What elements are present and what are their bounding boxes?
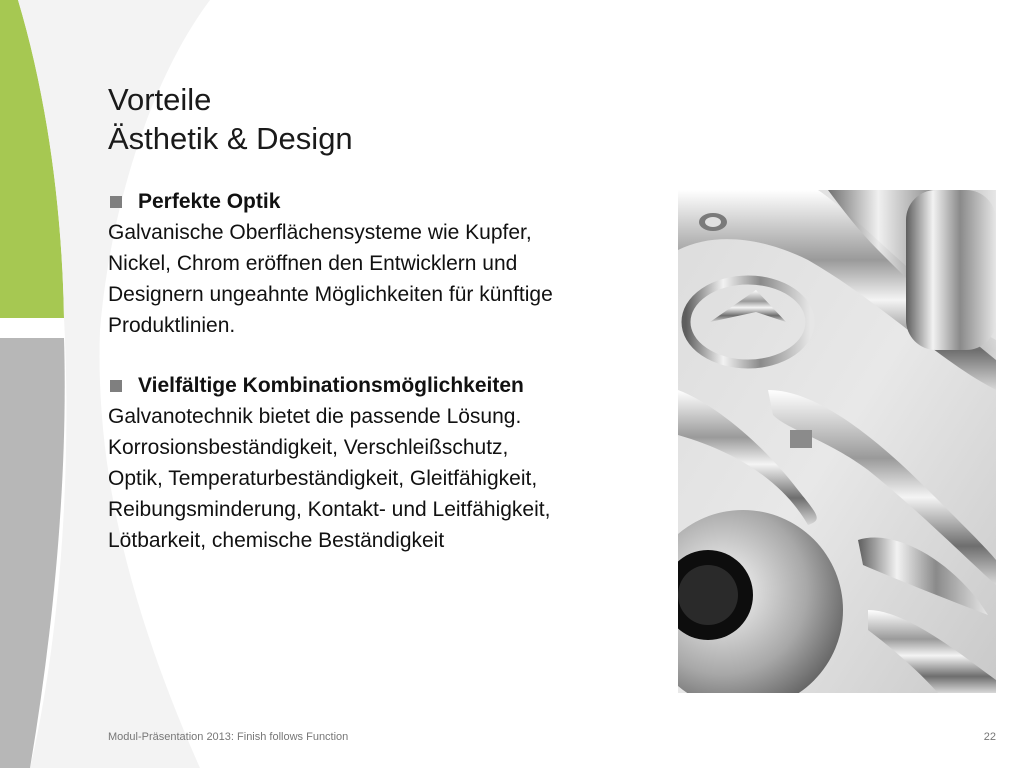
section-heading xyxy=(108,371,668,401)
slide-title xyxy=(108,80,353,158)
square-bullet-icon xyxy=(110,380,122,392)
section-heading xyxy=(108,187,668,217)
body-line: Designern ungeahnte Möglichkeiten für künftige xyxy=(108,283,553,306)
body-line: Optik, Temperaturbeständigkeit, Gleitfähigkeit, xyxy=(108,467,538,490)
section-body xyxy=(108,217,668,341)
title-line-1: Vorteile xyxy=(108,82,212,117)
section-perfekte-optik xyxy=(108,187,668,341)
section-heading-text: Vielfältige Kombinationsmöglichkeiten xyxy=(138,374,524,397)
slide-content xyxy=(108,187,668,586)
section-heading-text: Perfekte Optik xyxy=(138,190,281,213)
square-bullet-icon xyxy=(110,196,122,208)
body-line: Galvanotechnik bietet die passende Lösung. xyxy=(108,405,522,428)
body-line: Galvanische Oberflächensysteme wie Kupfer, xyxy=(108,221,532,244)
body-line: Produktlinien. xyxy=(108,314,236,337)
page-number: 22 xyxy=(983,731,996,743)
body-line: Nickel, Chrom eröffnen den Entwicklern und xyxy=(108,252,518,275)
title-line-2: Ästhetik & Design xyxy=(108,121,353,156)
body-line: Lötbarkeit, chemische Beständigkeit xyxy=(108,529,445,552)
body-line: Reibungsminderung, Kontakt- und Leitfähigkeit, xyxy=(108,498,551,521)
chrome-parts-photo xyxy=(678,190,996,693)
section-body xyxy=(108,401,668,556)
footer-text: Modul-Präsentation 2013: Finish follows Function xyxy=(108,731,349,743)
section-kombinationsmoeglichkeiten xyxy=(108,371,668,556)
body-line: Korrosionsbeständigkeit, Verschleißschutz, xyxy=(108,436,509,459)
photo-icon xyxy=(678,190,996,693)
